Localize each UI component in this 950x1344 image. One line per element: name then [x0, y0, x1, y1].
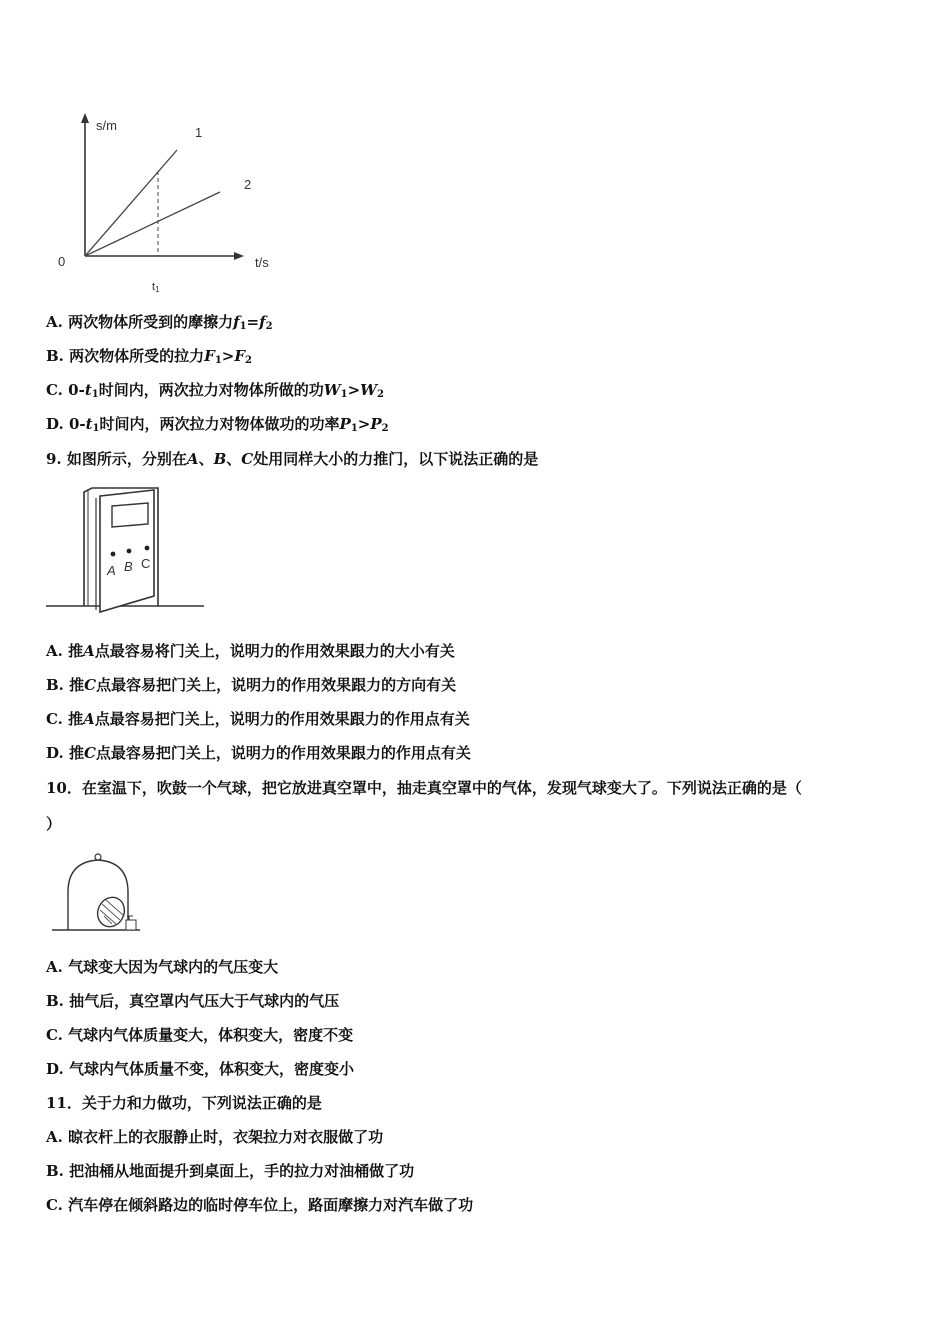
q10-option-b: B. 抽气后，真空罩内气压大于气球内的气压 — [46, 992, 340, 1010]
line-1 — [85, 150, 177, 256]
st-graph-figure — [50, 108, 290, 298]
q11-stem: 11．关于力和力做功，下列说法正确的是 — [46, 1094, 322, 1112]
origin-label: 0 — [58, 254, 66, 269]
point-a-label: A — [107, 563, 116, 578]
q11-option-a: A. 晾衣杆上的衣服静止时，衣架拉力对衣服做了功 — [46, 1128, 384, 1146]
point-b-dot — [127, 549, 132, 554]
balloon-icon — [93, 893, 129, 931]
q9-option-a: A. 推A点最容易将门关上，说明力的作用效果跟力的大小有关 — [46, 642, 455, 660]
q9-option-c: C. 推A点最容易把门关上，说明力的作用效果跟力的作用点有关 — [46, 710, 470, 728]
q10-option-a: A. 气球变大因为气球内的气压变大 — [46, 958, 279, 976]
point-c-label: C — [141, 556, 151, 571]
y-axis-label: s/m — [96, 118, 117, 133]
q8-option-d: D. $0-t_1$时间内，两次拉力对物体做功的功率$P_1>P_2$ — [46, 415, 389, 434]
q8-option-a: A. 两次物体所受到的摩擦力$f_1=f_2$ — [46, 313, 273, 332]
point-a-dot — [111, 552, 116, 557]
q9-stem: 9. 如图所示，分别在A、B、C处用同样大小的力推门，以下说法正确的是 — [46, 450, 539, 468]
q10-option-d: D. 气球内气体质量不变，体积变大，密度变小 — [46, 1060, 354, 1078]
door-window — [112, 503, 148, 527]
t1-label: t1 — [152, 281, 160, 294]
point-b-label: B — [124, 559, 133, 574]
q10-stem-line2: ） — [46, 815, 62, 833]
q11-option-b: B. 把油桶从地面提升到桌面上，手的拉力对油桶做了功 — [46, 1162, 415, 1180]
door-figure — [44, 484, 209, 624]
q11-option-c: C. 汽车停在倾斜路边的临时停车位上，路面摩擦力对汽车做了功 — [46, 1196, 474, 1214]
line2-label: 2 — [244, 177, 252, 192]
line-2 — [85, 192, 220, 256]
q9-option-b: B. 推C点最容易把门关上，说明力的作用效果跟力的方向有关 — [46, 676, 457, 694]
q9-option-d: D. 推C点最容易把门关上，说明力的作用效果跟力的作用点有关 — [46, 744, 471, 762]
line1-label: 1 — [195, 125, 203, 140]
bell-jar-figure — [50, 850, 150, 938]
q10-option-c: C. 气球内气体质量变大，体积变大，密度不变 — [46, 1026, 354, 1044]
x-axis-label: t/s — [255, 255, 269, 270]
point-c-dot — [145, 546, 150, 551]
weight-block — [126, 920, 136, 930]
q8-option-c: C. $0-t_1$时间内，两次拉力对物体所做的功$W_1>W_2$ — [46, 381, 384, 400]
y-axis-arrow — [81, 113, 89, 123]
x-axis-arrow — [234, 252, 244, 260]
bell-jar-knob — [95, 854, 101, 860]
q8-option-b: B. 两次物体所受的拉力$F_1>F_2$ — [46, 347, 252, 366]
q10-stem-line1: 10．在室温下，吹鼓一个气球，把它放进真空罩中，抽走真空罩中的气体，发现气球变大了。下列说法正确的是（ — [46, 779, 802, 797]
